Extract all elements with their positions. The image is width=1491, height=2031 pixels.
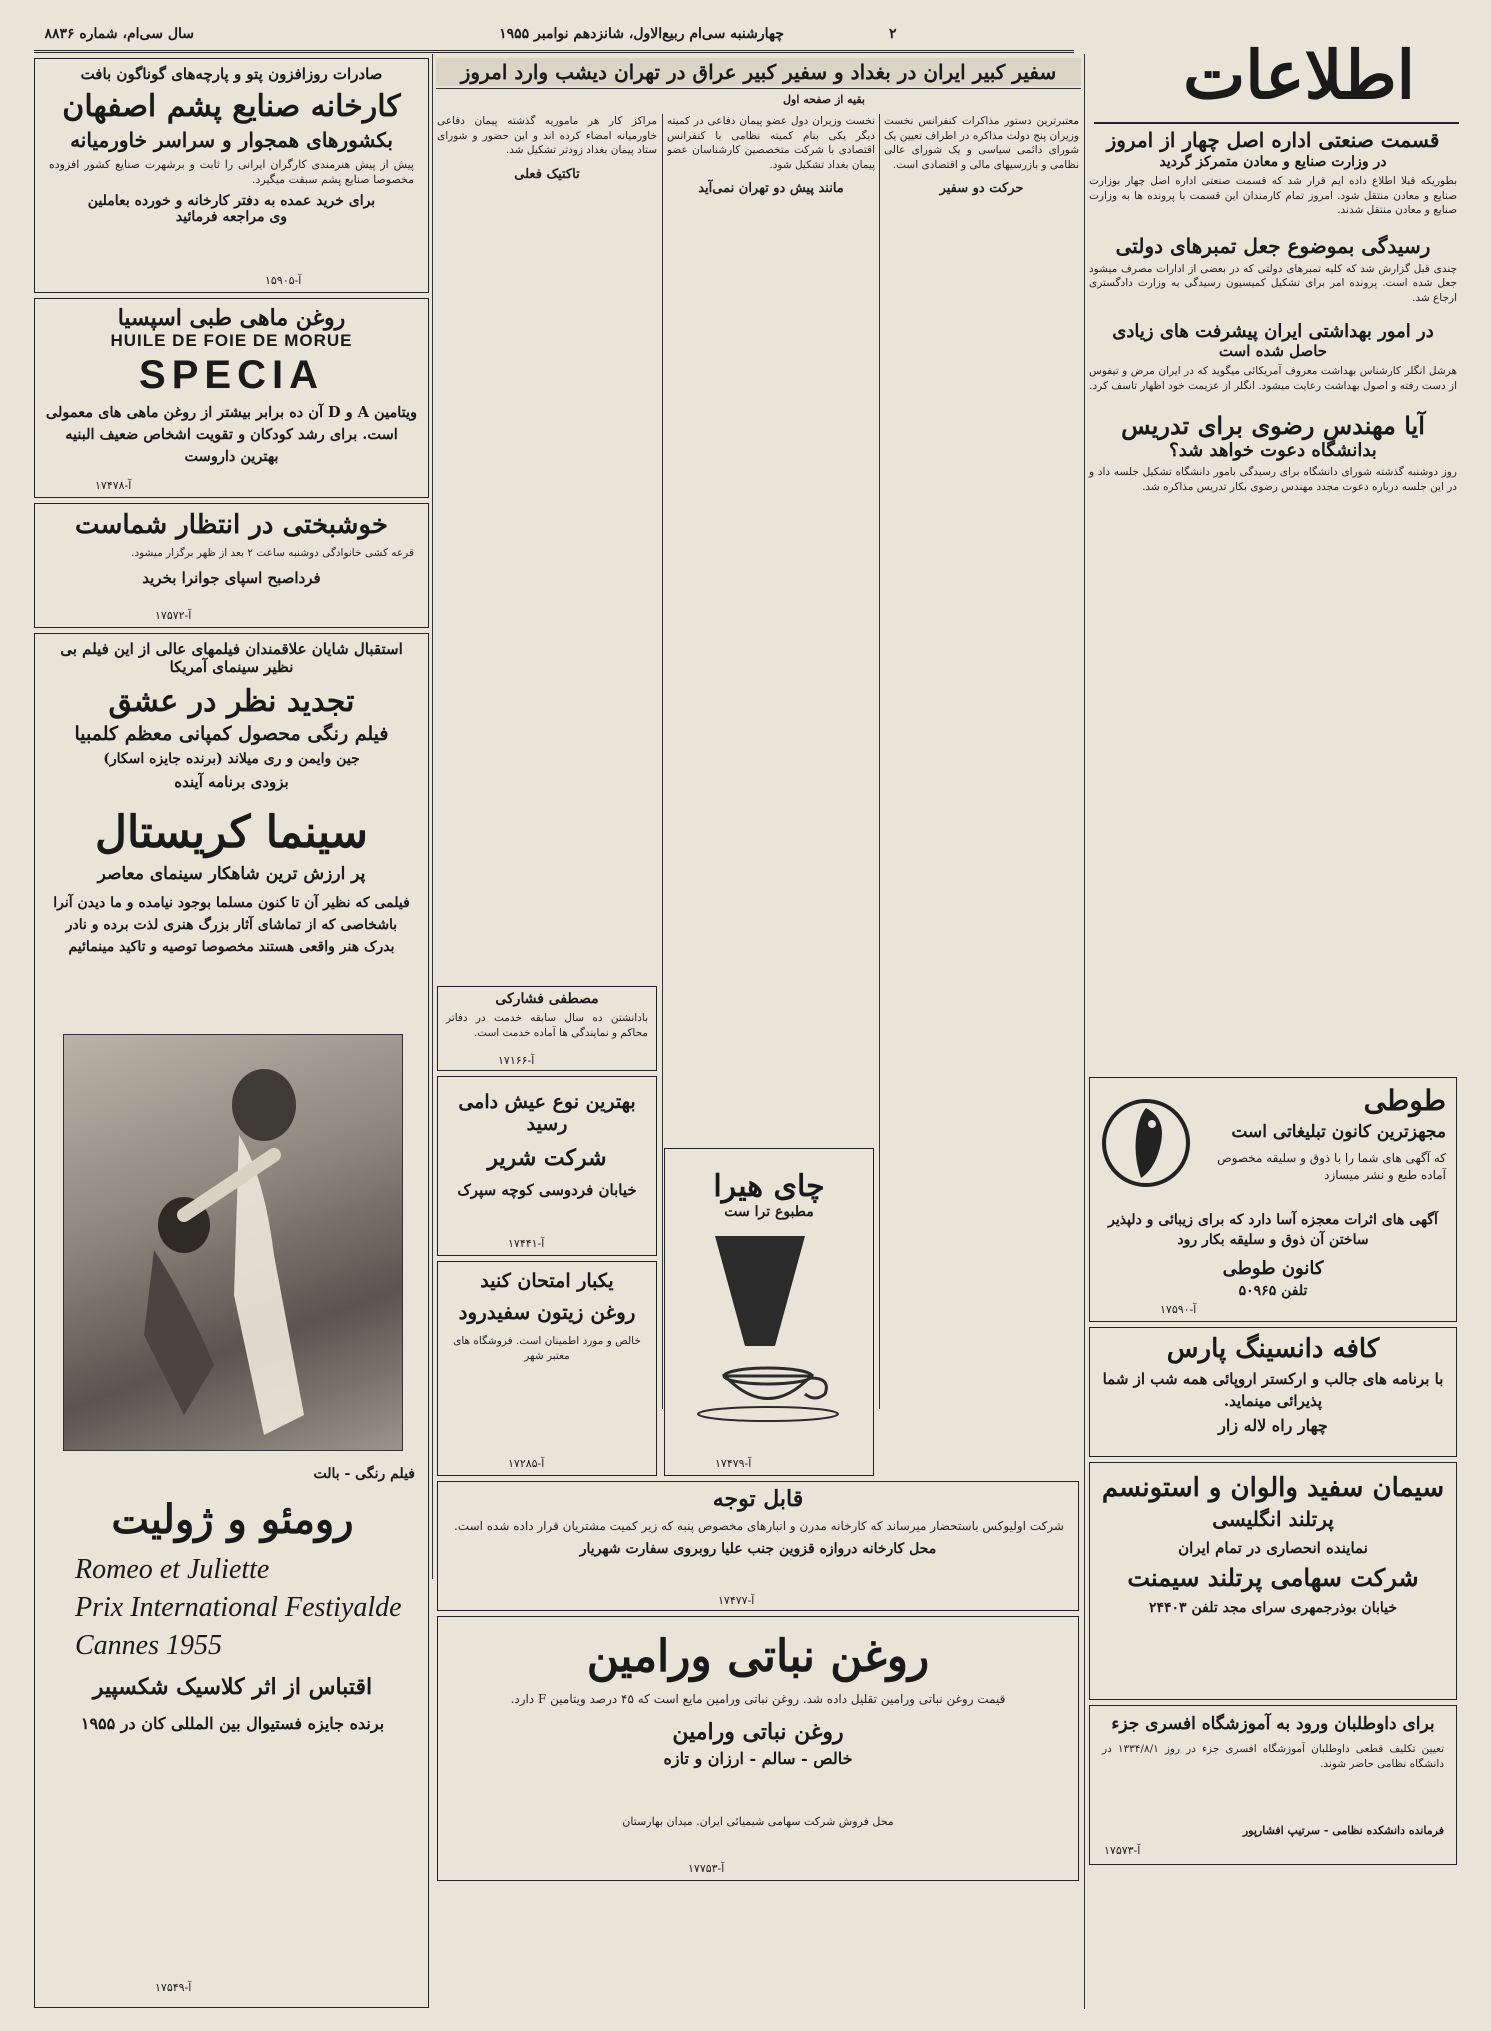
lead-headline: سفیر کبیر ایران در بغداد و سفیر کبیر عراق در تهران دیشب وارد امروز bbox=[436, 58, 1081, 86]
film-still-photo bbox=[63, 1034, 403, 1451]
academy-sign: فرمانده دانشکده نظامی - سرتیپ افشارپور bbox=[1242, 1824, 1444, 1837]
industry-head: قسمت صنعتی اداره اصل چهار از امروز bbox=[1106, 128, 1440, 152]
parrot-icon bbox=[1096, 1088, 1196, 1198]
lead-col2-text: معتبرترین دستور مذاکرات کنفرانس نخست وزیران پنج دولت مذاکره در اطراف تعیین یک شورای دائمی سیاسی و یک شورای عالی نظامی و بازرسیهای مالی و اقتصادی است. bbox=[884, 115, 1079, 171]
header-rule bbox=[34, 50, 1074, 51]
taktik-head: تاکتیک فعلی bbox=[514, 166, 580, 182]
cinema-sub: فیلم رنگی محصول کمپانی معظم کلمبیا bbox=[74, 723, 389, 745]
oil-body: خالص و مورد اطمینان است. فروشگاه های معتبر شهر bbox=[453, 1335, 641, 1362]
heera-sub: مطبوع ترا ست bbox=[724, 1204, 814, 1220]
notice-ref: آ-۱۷۴۷۷ bbox=[718, 1594, 755, 1607]
specia-brand: SPECIA bbox=[139, 353, 324, 397]
isfahan-cta: برای خرید عمده به دفتر کارخانه و خورده بعاملین bbox=[87, 193, 376, 209]
khazr-head: حرکت دو سفیر bbox=[939, 181, 1024, 196]
specia-fr: HUILE DE FOIE DE MORUE bbox=[110, 331, 353, 350]
health-sub: حاصل شده است bbox=[1218, 342, 1328, 360]
tooti-title: طوطی bbox=[1363, 1084, 1446, 1117]
right-news bbox=[1089, 128, 1457, 494]
masthead-rule bbox=[1094, 122, 1459, 124]
tooti-name: کانون طوطی bbox=[1222, 1258, 1324, 1279]
ad-shrir bbox=[437, 1076, 657, 1256]
forgery-head: رسیدگی بموضوع جعل تمبرهای دولتی bbox=[1115, 233, 1431, 258]
lottery-ref: آ-۱۷۵۷۲ bbox=[155, 609, 192, 622]
shrir-title: بهترین نوع عیش دامی رسید bbox=[458, 1091, 636, 1135]
tooti-ref: آ-۱۷۵۹۰ bbox=[1160, 1303, 1197, 1316]
notice-body: شرکت اولیوکس باستحضار میرساند که کارخانه مدرن و انبارهای مخصوص پنبه که زیر کمیت مشتریان قرار داده شده است. bbox=[453, 1519, 1064, 1533]
isfahan-title: کارخانه صنایع پشم اصفهان bbox=[62, 89, 401, 124]
oil-ref: آ-۱۷۲۸۵ bbox=[508, 1457, 545, 1470]
milan-head: مانند پیش دو تهران نمی‌آید bbox=[698, 181, 844, 196]
parrot-logo bbox=[1096, 1088, 1196, 1198]
cement-rep: نماینده انحصاری در تمام ایران bbox=[1178, 1539, 1368, 1557]
notice-title: قابل توجه bbox=[712, 1486, 804, 1512]
cement-title: سیمان سفید والوان و استونسم bbox=[1101, 1473, 1445, 1503]
ad-specia bbox=[34, 298, 429, 498]
ad-academy bbox=[1089, 1705, 1457, 1865]
health-head: در امور بهداشتی ایران پیشرفت های زیادی bbox=[1112, 321, 1434, 342]
veramin-addr: محل فروش شرکت سهامی شیمیائی ایران. میدان بهارستان bbox=[622, 1814, 894, 1828]
romeo-prize: برنده جایزه فستیوال بین المللی کان در ۱۹۵۵ bbox=[80, 1714, 385, 1733]
romeo-shakespeare: اقتباس از اثر کلاسیک شکسپیر bbox=[92, 1674, 373, 1700]
romeo-ref: آ-۱۷۵۴۹ bbox=[155, 1981, 192, 1994]
cafe-title: کافه دانسینگ پارس bbox=[1166, 1334, 1380, 1364]
shrir-company: شرکت شریر bbox=[487, 1145, 607, 1171]
lottery-title: خوشبختی در انتظار شماست bbox=[75, 510, 388, 540]
cinema-intro: استقبال شایان علاقمندان فیلمهای عالی از این فیلم بی نظیر سینمای آمریکا bbox=[60, 640, 403, 676]
oil-title: یکبار امتحان کنید bbox=[480, 1270, 614, 1292]
ad-veramin bbox=[437, 1616, 1079, 1881]
col-divider-3 bbox=[879, 114, 880, 1409]
cement-sub: پرتلند انگلیسی bbox=[1212, 1507, 1334, 1531]
ad-cinema bbox=[34, 633, 429, 2008]
industry-sub: در وزارت صنایع و معادن متمرکز گردید bbox=[1159, 154, 1387, 170]
cement-addr: خیابان بوذرجمهری سرای مجد تلفن ۲۴۴۰۳ bbox=[1148, 1600, 1398, 1616]
masthead-logo: اطلاعات bbox=[1183, 36, 1415, 114]
tooti-line2: آگهی های اثرات معجزه آسا دارد که برای زیبائی و دلپذیر ساختن آن ذوق و سلیقه بکار رود bbox=[1108, 1212, 1438, 1248]
cement-company: شرکت سهامی پرتلند سیمنت bbox=[1127, 1563, 1419, 1592]
isfahan-ref: آ-۱۵۹۰۵ bbox=[265, 274, 302, 287]
heera-title: چای هیرا bbox=[713, 1169, 825, 1204]
tooti-body: که آگهی های شما را با ذوق و سلیقه مخصوص آماده طبع و نشر میسازد bbox=[1217, 1151, 1446, 1182]
shrir-ref: آ-۱۷۴۴۱ bbox=[508, 1237, 545, 1250]
lead-col-2 bbox=[884, 114, 1079, 1404]
tea-cup-icon bbox=[665, 1226, 871, 1426]
tooti-sub: مجهزترین کانون تبلیغاتی است bbox=[1231, 1122, 1446, 1142]
cafe-body: با برنامه های جالب و ارکستر اروپائی همه شب از شما پذیرائی مینماید. bbox=[1102, 1370, 1444, 1410]
forgery-body: چندی قبل گزارش شد که کلیه تمبرهای دولتی که در بعضی از ادارات مصرف میشود جعل شده است. پرونده امر برای تشکیل کمیسیون رسیدگی به وزارت دادگستری ارجاع شد. bbox=[1089, 262, 1457, 304]
academy-title: برای داوطلبان ورود به آموزشگاه افسری جزء bbox=[1111, 1714, 1435, 1734]
lead-continuation: بقیه از صفحه اول bbox=[783, 93, 865, 106]
industry-body: بطوریکه قبلا اطلاع داده ایم قرار شد که قسمت صنعتی اداره اصل چهار بوزارت صنایع و معادن منتقل شود. امروز تمام کارمندان این قسمت با پرونده ها به وزارت صنایع و معادن منتقل شدند. bbox=[1089, 175, 1457, 216]
col-divider-2 bbox=[662, 114, 663, 1409]
ad-mostafa bbox=[437, 986, 657, 1071]
veramin-tag: خالص - سالم - ارزان و تازه bbox=[663, 1748, 853, 1768]
lead-col-3 bbox=[437, 114, 657, 524]
specia-fa: روغن ماهی طبی اسپسیا bbox=[117, 305, 346, 331]
col-divider-1 bbox=[432, 54, 433, 1579]
lead-col3-text: مراکز کار هر ماموریه گذشته پیمان دفاعی خاورمیانه امضاء کرده اند و این حضور و شورای ستاد پیمان بغداد زودتر تشکیل شد. bbox=[437, 115, 657, 156]
notice-addr: محل کارخانه دروازه قزوین جنب علیا روبروی سفارت شهریار bbox=[579, 1541, 937, 1557]
mostafa-body: بادانشتن ده سال سابقه خدمت در دفاتر محاکم و نمایندگی ها آماده خدمت است. bbox=[446, 1012, 648, 1039]
ad-olive-oil bbox=[437, 1261, 657, 1476]
specia-body: ویتامین A و D آن ده برابر بیشتر از روغن ماهی های معمولی است. برای رشد کودکان و تقویت اشخاص ضعیف البنیه بهترین داروست bbox=[45, 404, 418, 465]
cristal-sub: پر ارزش ترین شاهکار سینمای معاصر bbox=[97, 864, 366, 884]
isfahan-cta2: وی مراجعه فرمائید bbox=[175, 209, 288, 225]
header-rule-2 bbox=[34, 52, 1074, 53]
ad-heera-tea bbox=[664, 1148, 874, 1476]
cinema-note: بزودی برنامه آینده bbox=[174, 773, 289, 791]
ad-cafe-pars bbox=[1089, 1327, 1457, 1457]
romeo-fr1: Romeo et Juliette bbox=[75, 1554, 270, 1585]
ad-isfahan-wool bbox=[34, 58, 429, 293]
romeo-fa: رومئو و ژولیت bbox=[111, 1496, 354, 1543]
isfahan-body: پیش از پیش هنرمندی کارگران ایرانی را ثابت و برشهرت صنایع کشور افزوده مخصوصا صنایع پشم سبقت میگیرد. bbox=[49, 158, 414, 186]
cinema-title: تجدید نظر در عشق bbox=[108, 684, 355, 719]
lead-col-1 bbox=[667, 114, 875, 814]
lead-headline-rule bbox=[436, 88, 1081, 89]
razavi-head: آیا مهندس رضوی برای تدریس bbox=[1121, 411, 1425, 440]
lottery-body: قرعه کشی خانوادگی دوشنبه ساعت ۲ بعد از ظهر برگزار میشود. bbox=[131, 547, 414, 559]
oil-brand: روغن زیتون سفیدرود bbox=[458, 1300, 636, 1324]
shrir-addr: خیابان فردوسی کوچه سپرک bbox=[457, 1181, 637, 1199]
mostafa-ref: آ-۱۷۱۶۶ bbox=[498, 1054, 535, 1067]
isfahan-top: صادرات روزافزون پتو و پارچه‌های گوناگون بافت bbox=[80, 65, 383, 83]
romeo-fr3: Cannes 1955 bbox=[75, 1630, 222, 1661]
page-number: ۲ bbox=[889, 26, 897, 42]
cristal-body: فیلمی که نظیر آن تا کنون مسلما بوجود نیامده و ما دیدن آنرا باشخاصی که از تماشای آثار بزرگ هنری لذت برده و نادر بدرک هنر واقعی هستند مخصوصا توصیه و تاکید مینمائیم bbox=[53, 895, 410, 955]
ad-notice bbox=[437, 1481, 1079, 1611]
dancers-illustration bbox=[64, 1035, 402, 1450]
cristal-title: سینما کریستال bbox=[95, 807, 368, 858]
academy-ref: آ-۱۷۵۷۳ bbox=[1104, 1844, 1141, 1857]
veramin-sub: روغن نباتی ورامین bbox=[672, 1718, 844, 1745]
mostafa-name: مصطفی فشارکی bbox=[495, 991, 599, 1007]
isfahan-sub: بکشورهای همجوار و سراسر خاورمیانه bbox=[70, 128, 393, 152]
ad-lottery bbox=[34, 503, 429, 628]
cinema-cast: جین وایمن و ری میلاند (برنده جایزه اسکار) bbox=[103, 751, 360, 767]
newspaper-page bbox=[34, 22, 1459, 2012]
film-type: فیلم رنگی - بالت bbox=[313, 1466, 415, 1482]
veramin-ref: آ-۱۷۷۵۳ bbox=[688, 1862, 725, 1875]
ad-tooti bbox=[1089, 1077, 1457, 1322]
romeo-fr2: Prix International Festiyalde bbox=[75, 1592, 402, 1623]
heera-ref: آ-۱۷۴۷۹ bbox=[715, 1457, 752, 1470]
academy-body: تعیین تکلیف قطعی داوطلبان آموزشگاه افسری جزء در روز ۱۳۳۴/۸/۱ در دانشگاه نظامی حاضر شوند. bbox=[1102, 1743, 1444, 1770]
ad-cement bbox=[1089, 1462, 1457, 1700]
col-divider-4 bbox=[1084, 54, 1085, 2009]
tooti-phone: تلفن ۵۰۹۶۵ bbox=[1238, 1283, 1308, 1299]
razavi-sub: بدانشگاه دعوت خواهد شد؟ bbox=[1169, 440, 1377, 461]
cafe-addr: چهار راه لاله زار bbox=[1218, 1416, 1328, 1435]
veramin-body: قیمت روغن نباتی ورامین تقلیل داده شد. روغن نباتی ورامین مایع است که ۴۵ درصد ویتامین F دارد. bbox=[510, 1692, 1006, 1706]
health-body: هرشل انگلر کارشناس بهداشت معروف آمریکائی میگوید که در ایران مرض و تیفوس از دست رفته و اصول بهداشت رعایت میشود. انگلر از عزیمت خود اظهار تاسف کرد. bbox=[1089, 365, 1457, 392]
veramin-title: روغن نباتی ورامین bbox=[586, 1631, 930, 1682]
date-line: چهارشنبه سی‌ام ربیع‌الاول، شانزدهم نوامبر ۱۹۵۵ bbox=[499, 26, 784, 42]
lottery-cta: فرداصبح اسپای جوانرا بخرید bbox=[142, 568, 321, 587]
razavi-body: روز دوشنبه گذشته شورای دانشگاه برای رسیدگی بامور دانشگاه تشکیل جلسه داد و در این جلسه درباره دعوت مجدد مهندس رضوی بکار تدریس مذاکره شد. bbox=[1089, 466, 1457, 493]
issue-line: سال سی‌ام، شماره ۸۸۳۶ bbox=[44, 26, 194, 42]
specia-ref: آ-۱۷۴۷۸ bbox=[95, 479, 132, 492]
lead-col1-text: نخست وزیران دول عضو پیمان دفاعی در کمیته دیگر یکی بنام کمیته نظامی با کنفرانس اقتصادی با شرکت متخصصین کارشناسان عضو پیمان بغداد تشکیل شود. bbox=[667, 115, 875, 171]
